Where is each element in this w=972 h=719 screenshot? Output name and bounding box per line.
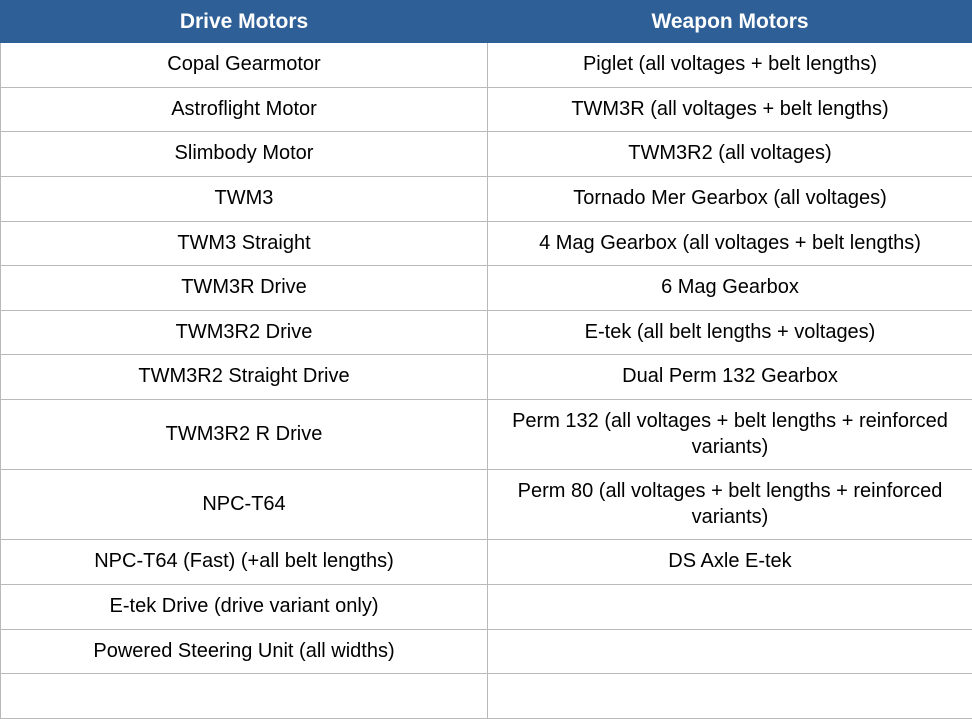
cell-weapon-motor: Tornado Mer Gearbox (all voltages)	[488, 176, 972, 221]
cell-weapon-motor: Dual Perm 132 Gearbox	[488, 355, 972, 400]
table-row	[1, 584, 972, 629]
cell-drive-motor: Astroflight Motor	[1, 87, 488, 132]
column-header-weapon-motors: Weapon Motors	[488, 1, 972, 43]
table-row	[1, 355, 972, 400]
table-row	[1, 87, 972, 132]
cell-weapon-motor	[488, 629, 972, 674]
table-row	[1, 540, 972, 585]
cell-drive-motor: TWM3 Straight	[1, 221, 488, 266]
table-row	[1, 176, 972, 221]
table-row	[1, 629, 972, 674]
cell-drive-motor: TWM3R2 Straight Drive	[1, 355, 488, 400]
cell-weapon-motor: Perm 132 (all voltages + belt lengths + reinforced variants)	[488, 399, 972, 469]
cell-drive-motor	[1, 674, 488, 719]
cell-drive-motor: TWM3	[1, 176, 488, 221]
column-header-drive-motors: Drive Motors	[1, 1, 488, 43]
table-row	[1, 674, 972, 719]
cell-weapon-motor: TWM3R2 (all voltages)	[488, 132, 972, 177]
table-row	[1, 221, 972, 266]
cell-drive-motor: NPC-T64	[1, 470, 488, 540]
cell-drive-motor: NPC-T64 (Fast) (+all belt lengths)	[1, 540, 488, 585]
cell-weapon-motor: TWM3R (all voltages + belt lengths)	[488, 87, 972, 132]
table-body	[1, 43, 972, 719]
cell-drive-motor: TWM3R2 Drive	[1, 310, 488, 355]
cell-drive-motor: Powered Steering Unit (all widths)	[1, 629, 488, 674]
table-row	[1, 470, 972, 540]
table-row	[1, 43, 972, 88]
cell-weapon-motor: Piglet (all voltages + belt lengths)	[488, 43, 972, 88]
cell-weapon-motor: E-tek (all belt lengths + voltages)	[488, 310, 972, 355]
cell-weapon-motor: Perm 80 (all voltages + belt lengths + reinforced variants)	[488, 470, 972, 540]
cell-drive-motor: E-tek Drive (drive variant only)	[1, 584, 488, 629]
table-header	[1, 1, 972, 43]
table-row	[1, 310, 972, 355]
cell-weapon-motor: 6 Mag Gearbox	[488, 266, 972, 311]
cell-drive-motor: Slimbody Motor	[1, 132, 488, 177]
cell-weapon-motor: DS Axle E-tek	[488, 540, 972, 585]
cell-weapon-motor: 4 Mag Gearbox (all voltages + belt lengths)	[488, 221, 972, 266]
cell-weapon-motor	[488, 584, 972, 629]
table-row	[1, 266, 972, 311]
table-row	[1, 132, 972, 177]
cell-weapon-motor	[488, 674, 972, 719]
table-header-row	[1, 1, 972, 43]
cell-drive-motor: Copal Gearmotor	[1, 43, 488, 88]
cell-drive-motor: TWM3R2 R Drive	[1, 399, 488, 469]
table-row	[1, 399, 972, 469]
cell-drive-motor: TWM3R Drive	[1, 266, 488, 311]
